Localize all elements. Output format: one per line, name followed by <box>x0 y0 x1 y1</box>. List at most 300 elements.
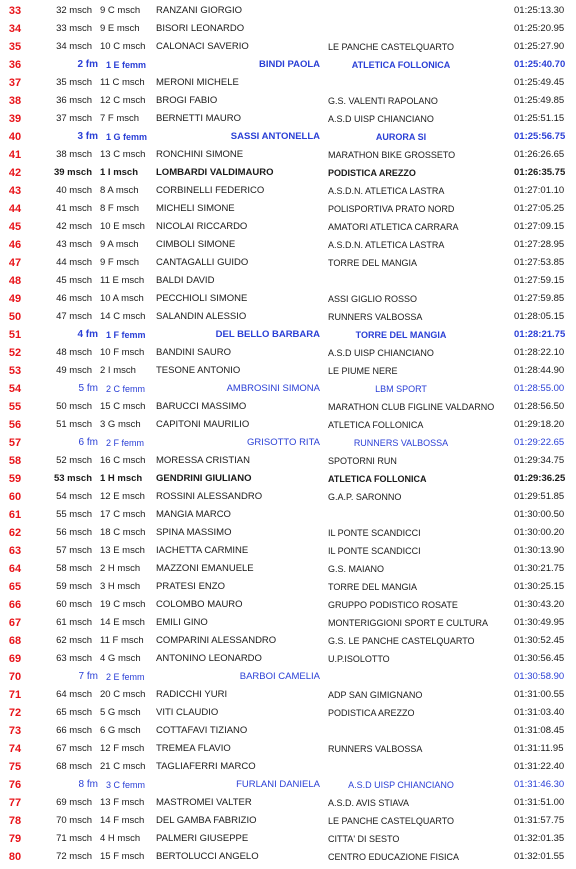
position-number: 55 <box>8 401 22 413</box>
age-category-rank: 2 E femm <box>106 672 145 682</box>
overall-category-rank: 53 msch <box>53 473 92 484</box>
overall-category-rank: 5 fm <box>78 383 98 394</box>
position-number: 57 <box>8 437 22 449</box>
overall-category-rank: 44 msch <box>56 257 92 268</box>
athlete-name: GRISOTTO RITA <box>246 437 320 448</box>
age-category-rank: 7 F msch <box>100 113 140 124</box>
result-row <box>0 236 576 254</box>
club-name: ASSI GIGLIO ROSSO <box>328 294 418 304</box>
club-name: CENTRO EDUCAZIONE FISICA <box>328 852 460 862</box>
athlete-name: TESONE ANTONIO <box>156 365 241 376</box>
finish-time: 01:26:35.75 <box>514 167 566 178</box>
overall-category-rank: 55 msch <box>56 509 92 520</box>
athlete-name: ANTONINO LEONARDO <box>156 653 262 664</box>
finish-time: 01:30:52.45 <box>514 635 565 646</box>
club-name: IL PONTE SCANDICCI <box>328 528 421 538</box>
position-number: 36 <box>8 59 22 71</box>
result-row <box>0 452 576 470</box>
finish-time: 01:30:25.15 <box>514 581 565 592</box>
athlete-name: DEL GAMBA FABRIZIO <box>156 815 257 826</box>
position-number: 40 <box>8 131 22 143</box>
club-name: ADP SAN GIMIGNANO <box>328 690 423 700</box>
result-row <box>0 758 576 776</box>
athlete-name: TAGLIAFERRI MARCO <box>156 761 256 772</box>
age-category-rank: 10 C msch <box>100 41 146 52</box>
position-number: 79 <box>8 833 22 845</box>
result-row <box>0 470 576 488</box>
athlete-name: PRATESI ENZO <box>156 581 225 592</box>
athlete-name: CORBINELLI FEDERICO <box>156 185 265 196</box>
position-number: 63 <box>8 545 22 557</box>
finish-time: 01:28:56.50 <box>514 401 565 412</box>
age-category-rank: 1 E femm <box>106 60 147 70</box>
overall-category-rank: 50 msch <box>56 401 92 412</box>
finish-time: 01:31:03.40 <box>514 707 565 718</box>
club-name: TORRE DEL MANGIA <box>328 582 418 592</box>
overall-category-rank: 59 msch <box>56 581 92 592</box>
overall-category-rank: 52 msch <box>56 455 92 466</box>
age-category-rank: 2 H msch <box>100 563 141 574</box>
overall-category-rank: 58 msch <box>56 563 92 574</box>
position-number: 41 <box>8 149 22 161</box>
finish-time: 01:25:49.85 <box>514 95 565 106</box>
age-category-rank: 10 E msch <box>100 221 145 232</box>
finish-time: 01:31:46.30 <box>514 779 565 790</box>
club-name: PODISTICA AREZZO <box>328 708 415 718</box>
club-name: RUNNERS VALBOSSA <box>353 438 449 448</box>
age-category-rank: 12 F msch <box>100 743 145 754</box>
club-name: LE PANCHE CASTELQUARTO <box>328 816 455 826</box>
finish-time: 01:26:26.65 <box>514 149 565 160</box>
result-row <box>0 362 576 380</box>
athlete-name: SASSI ANTONELLA <box>230 131 320 142</box>
overall-category-rank: 49 msch <box>56 365 92 376</box>
overall-category-rank: 36 msch <box>56 95 92 106</box>
position-number: 73 <box>8 725 22 737</box>
position-number: 68 <box>8 635 22 647</box>
position-number: 54 <box>8 383 22 395</box>
club-name: A.S.D.N. ATLETICA LASTRA <box>328 240 445 250</box>
club-name: CITTA' DI SESTO <box>328 834 400 844</box>
athlete-name: COMPARINI ALESSANDRO <box>156 635 277 646</box>
athlete-name: BERNETTI MAURO <box>156 113 241 124</box>
finish-time: 01:25:49.45 <box>514 77 565 88</box>
age-category-rank: 12 C msch <box>100 95 146 106</box>
age-category-rank: 1 G femm <box>106 132 148 142</box>
overall-category-rank: 33 msch <box>56 23 92 34</box>
athlete-name: EMILI GINO <box>156 617 208 628</box>
overall-category-rank: 64 msch <box>56 689 92 700</box>
athlete-name: AMBROSINI SIMONA <box>226 383 320 394</box>
athlete-name: BERTOLUCCI ANGELO <box>156 851 259 862</box>
club-name: ATLETICA FOLLONICA <box>328 474 427 484</box>
age-category-rank: 8 A msch <box>100 185 139 196</box>
finish-time: 01:25:40.70 <box>514 59 566 70</box>
position-number: 48 <box>8 275 22 287</box>
athlete-name: NICOLAI RICCARDO <box>156 221 248 232</box>
position-number: 71 <box>8 689 22 701</box>
athlete-name: RONCHINI SIMONE <box>156 149 244 160</box>
position-number: 34 <box>8 23 22 35</box>
position-number: 45 <box>8 221 22 233</box>
overall-category-rank: 47 msch <box>56 311 92 322</box>
club-name: ATLETICA FOLLONICA <box>351 60 451 70</box>
result-row-female <box>0 326 576 344</box>
athlete-name: LOMBARDI VALDIMAURO <box>156 167 274 178</box>
age-category-rank: 2 C femm <box>106 384 146 394</box>
finish-time: 01:31:00.55 <box>514 689 565 700</box>
age-category-rank: 19 C msch <box>100 599 146 610</box>
overall-category-rank: 61 msch <box>56 617 92 628</box>
overall-category-rank: 32 msch <box>56 5 92 16</box>
position-number: 59 <box>8 473 22 485</box>
finish-time: 01:27:59.85 <box>514 293 565 304</box>
finish-time: 01:27:59.15 <box>514 275 565 286</box>
finish-time: 01:27:01.10 <box>514 185 565 196</box>
overall-category-rank: 6 fm <box>78 437 98 448</box>
overall-category-rank: 63 msch <box>56 653 92 664</box>
finish-time: 01:32:01.35 <box>514 833 565 844</box>
athlete-name: VITI CLAUDIO <box>156 707 219 718</box>
finish-time: 01:25:27.90 <box>514 41 565 52</box>
result-row-female <box>0 380 576 398</box>
finish-time: 01:28:22.10 <box>514 347 565 358</box>
club-name: G.A.P. SARONNO <box>328 492 402 502</box>
position-number: 51 <box>8 329 22 341</box>
position-number: 69 <box>8 653 22 665</box>
overall-category-rank: 54 msch <box>56 491 92 502</box>
result-row <box>0 182 576 200</box>
club-name: A.S.D UISP CHIANCIANO <box>348 780 454 790</box>
finish-time: 01:27:28.95 <box>514 239 565 250</box>
overall-category-rank: 65 msch <box>56 707 92 718</box>
age-category-rank: 13 E msch <box>100 545 145 556</box>
club-name: TORRE DEL MANGIA <box>328 258 418 268</box>
age-category-rank: 1 H msch <box>100 473 143 484</box>
age-category-rank: 11 E msch <box>100 275 145 286</box>
athlete-name: MICHELI SIMONE <box>156 203 235 214</box>
finish-time: 01:30:49.95 <box>514 617 565 628</box>
age-category-rank: 9 F msch <box>100 257 140 268</box>
age-category-rank: 14 E msch <box>100 617 145 628</box>
club-name: AURORA SI <box>375 132 427 142</box>
age-category-rank: 4 H msch <box>100 833 141 844</box>
result-row <box>0 218 576 236</box>
club-name: G.S. VALENTI RAPOLANO <box>328 96 438 106</box>
finish-time: 01:30:00.20 <box>514 527 565 538</box>
finish-time: 01:29:22.65 <box>514 437 565 448</box>
position-number: 44 <box>8 203 22 215</box>
athlete-name: MANGIA MARCO <box>156 509 231 520</box>
age-category-rank: 10 F msch <box>100 347 145 358</box>
position-number: 72 <box>8 707 22 719</box>
overall-category-rank: 51 msch <box>56 419 92 430</box>
overall-category-rank: 41 msch <box>56 203 92 214</box>
overall-category-rank: 8 fm <box>78 779 98 790</box>
overall-category-rank: 7 fm <box>78 671 98 682</box>
position-number: 43 <box>8 185 22 197</box>
finish-time: 01:27:53.85 <box>514 257 565 268</box>
athlete-name: DEL BELLO BARBARA <box>215 329 320 340</box>
result-row <box>0 596 576 614</box>
club-name: GRUPPO PODISTICO ROSATE <box>328 600 458 610</box>
position-number: 58 <box>8 455 22 467</box>
overall-category-rank: 60 msch <box>56 599 92 610</box>
athlete-name: RADICCHI YURI <box>156 689 228 700</box>
athlete-name: CIMBOLI SIMONE <box>156 239 236 250</box>
position-number: 67 <box>8 617 22 629</box>
position-number: 75 <box>8 761 22 773</box>
finish-time: 01:30:58.90 <box>514 671 565 682</box>
age-category-rank: 3 G msch <box>100 419 141 430</box>
result-row <box>0 614 576 632</box>
athlete-name: MERONI MICHELE <box>156 77 239 88</box>
finish-time: 01:29:18.20 <box>514 419 565 430</box>
age-category-rank: 20 C msch <box>100 689 146 700</box>
position-number: 62 <box>8 527 22 539</box>
club-name: MARATHON CLUB FIGLINE VALDARNO <box>328 402 495 412</box>
overall-category-rank: 40 msch <box>56 185 92 196</box>
club-name: SPOTORNI RUN <box>328 456 397 466</box>
age-category-rank: 2 F femm <box>106 438 145 448</box>
overall-category-rank: 66 msch <box>56 725 92 736</box>
overall-category-rank: 38 msch <box>56 149 92 160</box>
result-row <box>0 416 576 434</box>
age-category-rank: 14 F msch <box>100 815 145 826</box>
finish-time: 01:27:05.25 <box>514 203 565 214</box>
age-category-rank: 18 C msch <box>100 527 146 538</box>
position-number: 49 <box>8 293 22 305</box>
athlete-name: BARBOI CAMELIA <box>239 671 320 682</box>
overall-category-rank: 37 msch <box>56 113 92 124</box>
result-row <box>0 542 576 560</box>
result-row-female <box>0 434 576 452</box>
finish-time: 01:30:56.45 <box>514 653 565 664</box>
club-name: PODISTICA AREZZO <box>328 168 416 178</box>
athlete-name: COLOMBO MAURO <box>156 599 243 610</box>
overall-category-rank: 35 msch <box>56 77 92 88</box>
position-number: 70 <box>8 671 22 683</box>
age-category-rank: 12 E msch <box>100 491 145 502</box>
position-number: 56 <box>8 419 22 431</box>
athlete-name: BINDI PAOLA <box>258 59 320 70</box>
result-row <box>0 560 576 578</box>
athlete-name: SALANDIN ALESSIO <box>156 311 247 322</box>
club-name: LBM SPORT <box>375 384 427 394</box>
age-category-rank: 11 C msch <box>100 77 145 88</box>
position-number: 66 <box>8 599 22 611</box>
position-number: 46 <box>8 239 22 251</box>
age-category-rank: 4 G msch <box>100 653 141 664</box>
result-row <box>0 686 576 704</box>
result-row <box>0 110 576 128</box>
result-row <box>0 272 576 290</box>
position-number: 38 <box>8 95 22 107</box>
result-row <box>0 740 576 758</box>
finish-time: 01:28:05.15 <box>514 311 565 322</box>
age-category-rank: 9 C msch <box>100 5 141 16</box>
club-name: ATLETICA FOLLONICA <box>328 420 424 430</box>
finish-time: 01:28:44.90 <box>514 365 565 376</box>
age-category-rank: 11 F msch <box>100 635 144 646</box>
club-name: A.S.D UISP CHIANCIANO <box>328 114 434 124</box>
result-row <box>0 146 576 164</box>
athlete-name: GENDRINI GIULIANO <box>156 473 252 484</box>
club-name: LE PANCHE CASTELQUARTO <box>328 42 455 52</box>
result-row <box>0 308 576 326</box>
result-row <box>0 200 576 218</box>
athlete-name: PECCHIOLI SIMONE <box>156 293 248 304</box>
athlete-name: BROGI FABIO <box>156 95 218 106</box>
athlete-name: CAPITONI MAURILIO <box>156 419 250 430</box>
overall-category-rank: 45 msch <box>56 275 92 286</box>
result-row-female <box>0 668 576 686</box>
athlete-name: BARUCCI MASSIMO <box>156 401 247 412</box>
position-number: 52 <box>8 347 22 359</box>
result-row <box>0 794 576 812</box>
finish-time: 01:31:11.95 <box>514 743 564 754</box>
result-row-female <box>0 56 576 74</box>
club-name: IL PONTE SCANDICCI <box>328 546 421 556</box>
athlete-name: BANDINI SAURO <box>156 347 231 358</box>
club-name: AMATORI ATLETICA CARRARA <box>328 222 459 232</box>
overall-category-rank: 57 msch <box>56 545 92 556</box>
age-category-rank: 1 I msch <box>100 167 139 178</box>
age-category-rank: 21 C msch <box>100 761 146 772</box>
finish-time: 01:31:57.75 <box>514 815 565 826</box>
athlete-name: CANTAGALLI GUIDO <box>156 257 249 268</box>
position-number: 47 <box>8 257 22 269</box>
age-category-rank: 13 C msch <box>100 149 146 160</box>
result-row <box>0 488 576 506</box>
finish-time: 01:31:51.00 <box>514 797 565 808</box>
athlete-name: BALDI DAVID <box>156 275 215 286</box>
position-number: 74 <box>8 743 22 755</box>
club-name: G.S. LE PANCHE CASTELQUARTO <box>328 636 475 646</box>
position-number: 78 <box>8 815 22 827</box>
result-row <box>0 722 576 740</box>
result-row <box>0 164 576 182</box>
age-category-rank: 3 C femm <box>106 780 146 790</box>
finish-time: 01:32:01.55 <box>514 851 565 862</box>
athlete-name: MORESSA CRISTIAN <box>156 455 250 466</box>
athlete-name: BISORI LEONARDO <box>156 23 245 34</box>
result-row <box>0 704 576 722</box>
result-row <box>0 524 576 542</box>
finish-time: 01:30:21.75 <box>514 563 565 574</box>
age-category-rank: 13 F msch <box>100 797 145 808</box>
result-row-female <box>0 776 576 794</box>
club-name: A.S.D UISP CHIANCIANO <box>328 348 434 358</box>
club-name: U.P.ISOLOTTO <box>328 654 390 664</box>
age-category-rank: 9 E msch <box>100 23 140 34</box>
age-category-rank: 17 C msch <box>100 509 146 520</box>
age-category-rank: 10 A msch <box>100 293 144 304</box>
athlete-name: RANZANI GIORGIO <box>156 5 243 16</box>
finish-time: 01:30:43.20 <box>514 599 565 610</box>
athlete-name: IACHETTA CARMINE <box>156 545 249 556</box>
overall-category-rank: 34 msch <box>56 41 92 52</box>
overall-category-rank: 39 msch <box>53 167 92 178</box>
finish-time: 01:30:00.50 <box>514 509 565 520</box>
overall-category-rank: 3 fm <box>77 131 98 142</box>
age-category-rank: 8 F msch <box>100 203 140 214</box>
finish-time: 01:25:20.95 <box>514 23 565 34</box>
overall-category-rank: 67 msch <box>56 743 92 754</box>
position-number: 37 <box>8 77 22 89</box>
club-name: POLISPORTIVA PRATO NORD <box>328 204 455 214</box>
overall-category-rank: 62 msch <box>56 635 92 646</box>
result-row <box>0 506 576 524</box>
athlete-name: SPINA MASSIMO <box>156 527 232 538</box>
age-category-rank: 3 H msch <box>100 581 141 592</box>
result-row <box>0 578 576 596</box>
position-number: 61 <box>8 509 22 521</box>
result-row <box>0 650 576 668</box>
overall-category-rank: 43 msch <box>56 239 92 250</box>
position-number: 64 <box>8 563 22 575</box>
position-number: 77 <box>8 797 22 809</box>
athlete-name: FURLANI DANIELA <box>236 779 320 790</box>
overall-category-rank: 4 fm <box>77 329 98 340</box>
finish-time: 01:29:51.85 <box>514 491 565 502</box>
age-category-rank: 16 C msch <box>100 455 146 466</box>
finish-time: 01:25:51.15 <box>514 113 565 124</box>
result-row <box>0 20 576 38</box>
club-name: G.S. MAIANO <box>328 564 385 574</box>
finish-time: 01:31:22.40 <box>514 761 565 772</box>
club-name: RUNNERS VALBOSSA <box>328 312 423 322</box>
position-number: 50 <box>8 311 22 323</box>
finish-time: 01:29:36.25 <box>514 473 566 484</box>
result-row <box>0 398 576 416</box>
position-number: 42 <box>8 167 22 179</box>
finish-time: 01:27:09.15 <box>514 221 565 232</box>
finish-time: 01:25:13.30 <box>514 5 565 16</box>
age-category-rank: 5 G msch <box>100 707 141 718</box>
result-row <box>0 812 576 830</box>
age-category-rank: 1 F femm <box>106 330 146 340</box>
result-row <box>0 74 576 92</box>
position-number: 33 <box>8 5 22 17</box>
finish-time: 01:29:34.75 <box>514 455 565 466</box>
age-category-rank: 6 G msch <box>100 725 141 736</box>
result-row <box>0 848 576 866</box>
athlete-name: PALMERI GIUSEPPE <box>156 833 249 844</box>
overall-category-rank: 68 msch <box>56 761 92 772</box>
age-category-rank: 15 F msch <box>100 851 145 862</box>
overall-category-rank: 69 msch <box>56 797 92 808</box>
overall-category-rank: 48 msch <box>56 347 92 358</box>
overall-category-rank: 46 msch <box>56 293 92 304</box>
finish-time: 01:28:55.00 <box>514 383 565 394</box>
position-number: 39 <box>8 113 22 125</box>
club-name: TORRE DEL MANGIA <box>355 330 447 340</box>
age-category-rank: 15 C msch <box>100 401 146 412</box>
finish-time: 01:25:56.75 <box>514 131 566 142</box>
overall-category-rank: 71 msch <box>56 833 92 844</box>
position-number: 65 <box>8 581 22 593</box>
finish-time: 01:30:13.90 <box>514 545 565 556</box>
finish-time: 01:31:08.45 <box>514 725 565 736</box>
position-number: 60 <box>8 491 22 503</box>
athlete-name: MASTROMEI VALTER <box>156 797 252 808</box>
club-name: RUNNERS VALBOSSA <box>328 744 423 754</box>
club-name: MARATHON BIKE GROSSETO <box>328 150 456 160</box>
position-number: 53 <box>8 365 22 377</box>
result-row-female <box>0 128 576 146</box>
athlete-name: ROSSINI ALESSANDRO <box>156 491 263 502</box>
